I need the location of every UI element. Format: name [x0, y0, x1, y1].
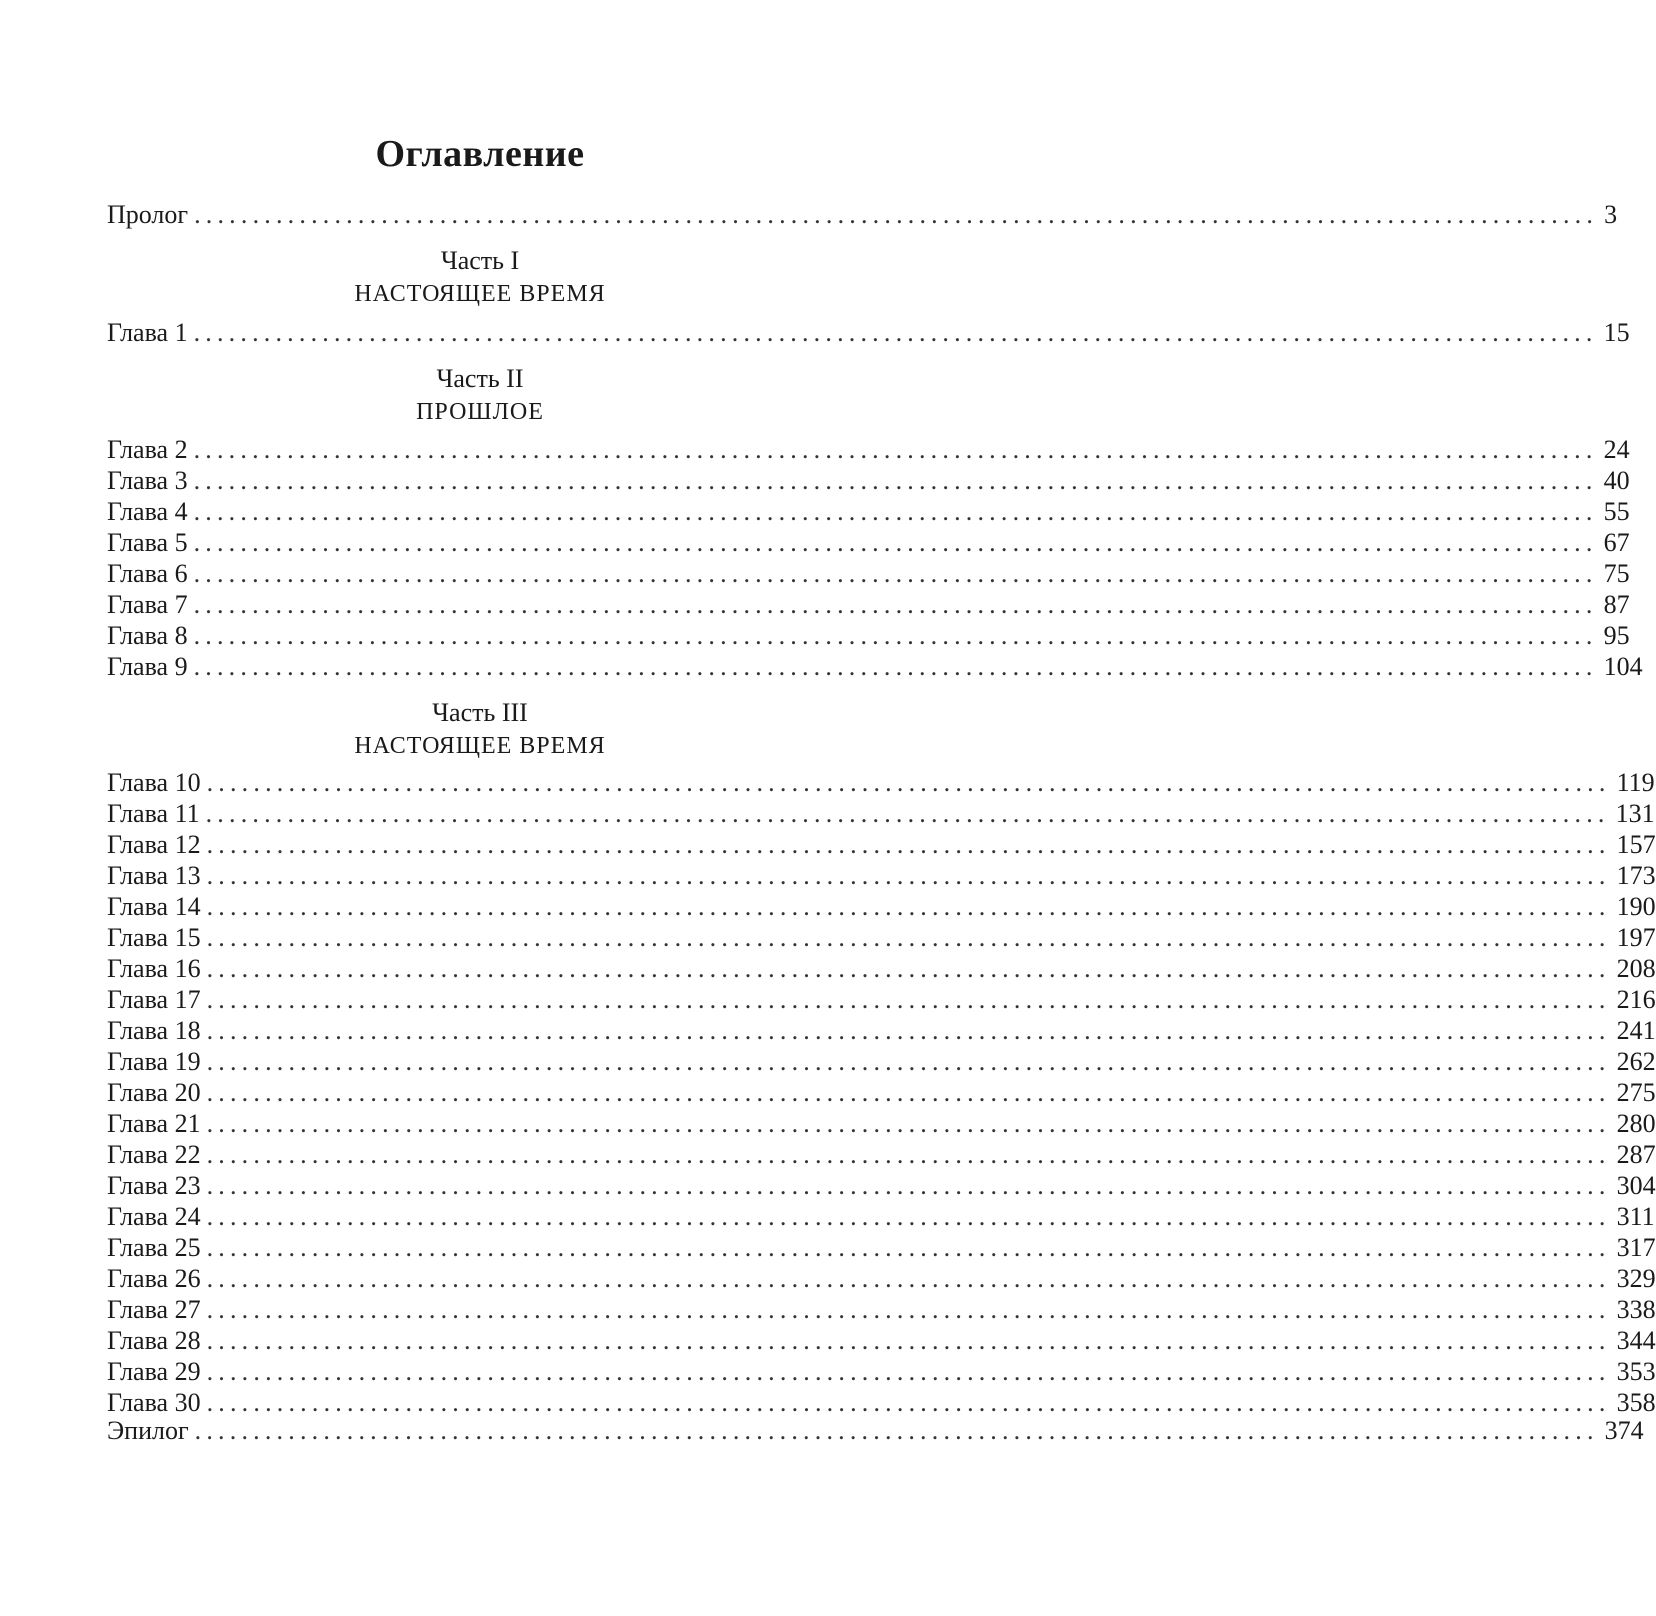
toc-entry[interactable]: [107, 828, 1656, 862]
toc-entry-epilogue[interactable]: [107, 1414, 1644, 1448]
toc-entry[interactable]: [107, 859, 1656, 893]
toc-entry[interactable]: [107, 952, 1656, 986]
dot-leader: ........................................................................................................................: [206, 1264, 1611, 1293]
toc-entry-label: Глава 21: [107, 1109, 201, 1138]
toc-entry-label: Глава 13: [107, 861, 201, 890]
dot-leader: ........................................................................................................................: [206, 1326, 1611, 1355]
toc-entry[interactable]: [107, 1262, 1656, 1296]
toc-entry[interactable]: [107, 1107, 1656, 1141]
toc-entry[interactable]: [107, 1231, 1656, 1265]
toc-entry-page: 55: [1603, 497, 1630, 526]
toc-entry-label: Глава 7: [107, 590, 188, 619]
toc-entry-page: 190: [1616, 892, 1656, 921]
dot-leader: ........................................................................................................................: [193, 528, 1598, 557]
toc-entry-label: Глава 10: [107, 768, 201, 797]
toc-entry-page: 317: [1616, 1233, 1656, 1262]
toc-entry[interactable]: [107, 890, 1656, 924]
toc-entry-label: Глава 18: [107, 1016, 201, 1045]
toc-entry[interactable]: [107, 1014, 1656, 1048]
toc-entry-page: 374: [1604, 1416, 1644, 1445]
toc-entry-page: 197: [1616, 923, 1656, 952]
dot-leader: ........................................................................................................................: [206, 1357, 1611, 1386]
toc-entry-page: 353: [1616, 1357, 1656, 1386]
toc-entry[interactable]: [107, 495, 1630, 529]
toc-entry-label: Глава 22: [107, 1140, 201, 1169]
toc-entry-label: Глава 4: [107, 497, 188, 526]
toc-entry-label: Глава 2: [107, 435, 188, 464]
dot-leader: ........................................................................................................................: [206, 954, 1611, 983]
toc-entry-page: 287: [1616, 1140, 1656, 1169]
toc-entry-label: Глава 19: [107, 1047, 201, 1076]
dot-leader: ........................................................................................................................: [206, 1140, 1611, 1169]
dot-leader: ........................................................................................................................: [206, 1233, 1611, 1262]
toc-entry-page: 173: [1616, 861, 1656, 890]
toc-entry-page: 208: [1616, 954, 1656, 983]
page-title: Оглавление: [375, 133, 585, 175]
toc-entry-label: Глава 9: [107, 652, 188, 681]
dot-leader: ........................................................................................................................: [206, 923, 1611, 952]
toc-entry[interactable]: [107, 797, 1655, 831]
part-heading: Часть III: [432, 698, 528, 727]
toc-entry[interactable]: [107, 316, 1630, 350]
dot-leader: ........................................................................................................................: [206, 985, 1611, 1014]
toc-entry-label: Глава 14: [107, 892, 201, 921]
toc-entry[interactable]: [107, 1293, 1656, 1327]
toc-entry-page: 87: [1603, 590, 1630, 619]
toc-entry-label: Глава 26: [107, 1264, 201, 1293]
toc-entry[interactable]: [107, 526, 1630, 560]
dot-leader: ........................................................................................................................: [206, 1109, 1611, 1138]
dot-leader: ........................................................................................................................: [206, 1202, 1611, 1231]
toc-entry-page: 329: [1616, 1264, 1656, 1293]
toc-entry-label: Глава 24: [107, 1202, 201, 1231]
dot-leader: ........................................................................................................................: [206, 892, 1611, 921]
toc-entry-label: Глава 6: [107, 559, 188, 588]
toc-entry-label: Глава 29: [107, 1357, 201, 1386]
dot-leader: ........................................................................................................................: [206, 768, 1611, 797]
toc-entry-page: 262: [1616, 1047, 1656, 1076]
dot-leader: ........................................................................................................................: [193, 559, 1598, 588]
toc-entry[interactable]: [107, 1045, 1656, 1079]
dot-leader: ........................................................................................................................: [193, 435, 1598, 464]
toc-entry-page: 216: [1616, 985, 1656, 1014]
part-title: ПРОШЛОЕ: [416, 399, 544, 425]
toc-entry-page: 24: [1603, 435, 1630, 464]
toc-entry-page: 344: [1616, 1326, 1656, 1355]
toc-entry-page: 40: [1603, 466, 1630, 495]
dot-leader: ........................................................................................................................: [194, 200, 1599, 229]
toc-entry[interactable]: [107, 557, 1630, 591]
toc-entry-label: Глава 1: [107, 318, 188, 347]
toc-entry-page: 15: [1603, 318, 1630, 347]
toc-entry-page: 104: [1603, 652, 1643, 681]
toc-entry[interactable]: [107, 1355, 1656, 1389]
toc-entry-label: Глава 16: [107, 954, 201, 983]
toc-entry-page: 75: [1603, 559, 1630, 588]
toc-entry[interactable]: [107, 619, 1630, 653]
toc-entry-label: Глава 8: [107, 621, 188, 650]
toc-entry[interactable]: [107, 1169, 1656, 1203]
part-heading: Часть I: [440, 246, 520, 275]
toc-entry-page: 95: [1603, 621, 1630, 650]
dot-leader: ........................................................................................................................: [206, 1388, 1611, 1417]
toc-entry[interactable]: [107, 921, 1656, 955]
part-title: НАСТОЯЩЕЕ ВРЕМЯ: [354, 281, 606, 307]
toc-entry-label: Эпилог: [107, 1416, 189, 1445]
dot-leader: ........................................................................................................................: [193, 621, 1598, 650]
toc-entry-page: 358: [1616, 1388, 1656, 1417]
toc-entry-page: 3: [1604, 200, 1618, 229]
toc-entry-label: Пролог: [107, 200, 189, 229]
toc-entry-label: Глава 11: [107, 799, 200, 828]
dot-leader: ........................................................................................................................: [193, 318, 1598, 347]
toc-entry[interactable]: [107, 433, 1630, 467]
dot-leader: ........................................................................................................................: [194, 1416, 1599, 1445]
toc-entry-label: Глава 30: [107, 1388, 201, 1417]
toc-entry-label: Глава 5: [107, 528, 188, 557]
toc-entry[interactable]: [107, 1138, 1656, 1172]
toc-entry-page: 157: [1616, 830, 1656, 859]
part-heading: Часть II: [436, 364, 524, 393]
toc-entry-label: Глава 20: [107, 1078, 201, 1107]
toc-entry-page: 280: [1616, 1109, 1656, 1138]
toc-entry-page: 311: [1616, 1202, 1655, 1231]
toc-entry-page: 304: [1616, 1171, 1656, 1200]
toc-entry[interactable]: [107, 983, 1656, 1017]
toc-entry[interactable]: [107, 1076, 1656, 1110]
toc-entry-label: Глава 23: [107, 1171, 201, 1200]
toc-entry-label: Глава 17: [107, 985, 201, 1014]
toc-entry[interactable]: [107, 464, 1630, 498]
toc-entry-label: Глава 27: [107, 1295, 201, 1324]
toc-entry[interactable]: [107, 650, 1643, 684]
dot-leader: ........................................................................................................................: [206, 1171, 1611, 1200]
toc-entry-page: 338: [1616, 1295, 1656, 1324]
dot-leader: ........................................................................................................................: [206, 1016, 1611, 1045]
dot-leader: ........................................................................................................................: [206, 1078, 1611, 1107]
dot-leader: ........................................................................................................................: [193, 652, 1598, 681]
dot-leader: ........................................................................................................................: [206, 1295, 1611, 1324]
dot-leader: ........................................................................................................................: [193, 590, 1598, 619]
toc-entry-page: 119: [1616, 768, 1655, 797]
dot-leader: ........................................................................................................................: [206, 830, 1611, 859]
dot-leader: ........................................................................................................................: [193, 497, 1598, 526]
toc-entry-page: 131: [1615, 799, 1655, 828]
toc-entry-label: Глава 28: [107, 1326, 201, 1355]
toc-entry-label: Глава 3: [107, 466, 188, 495]
dot-leader: ........................................................................................................................: [206, 861, 1611, 890]
toc-entry-label: Глава 15: [107, 923, 201, 952]
part-title: НАСТОЯЩЕЕ ВРЕМЯ: [354, 733, 606, 759]
toc-entry-label: Глава 25: [107, 1233, 201, 1262]
toc-entry[interactable]: [107, 1324, 1656, 1358]
toc-entry-page: 275: [1616, 1078, 1656, 1107]
toc-entry-prologue[interactable]: [107, 198, 1618, 232]
toc-entry-label: Глава 12: [107, 830, 201, 859]
toc-entry-page: 241: [1616, 1016, 1656, 1045]
toc-entry[interactable]: [107, 766, 1655, 800]
toc-entry[interactable]: [107, 588, 1630, 622]
toc-entry[interactable]: [107, 1200, 1655, 1234]
toc-entry-page: 67: [1603, 528, 1630, 557]
dot-leader: ........................................................................................................................: [206, 1047, 1611, 1076]
dot-leader: ........................................................................................................................: [205, 799, 1610, 828]
dot-leader: ........................................................................................................................: [193, 466, 1598, 495]
